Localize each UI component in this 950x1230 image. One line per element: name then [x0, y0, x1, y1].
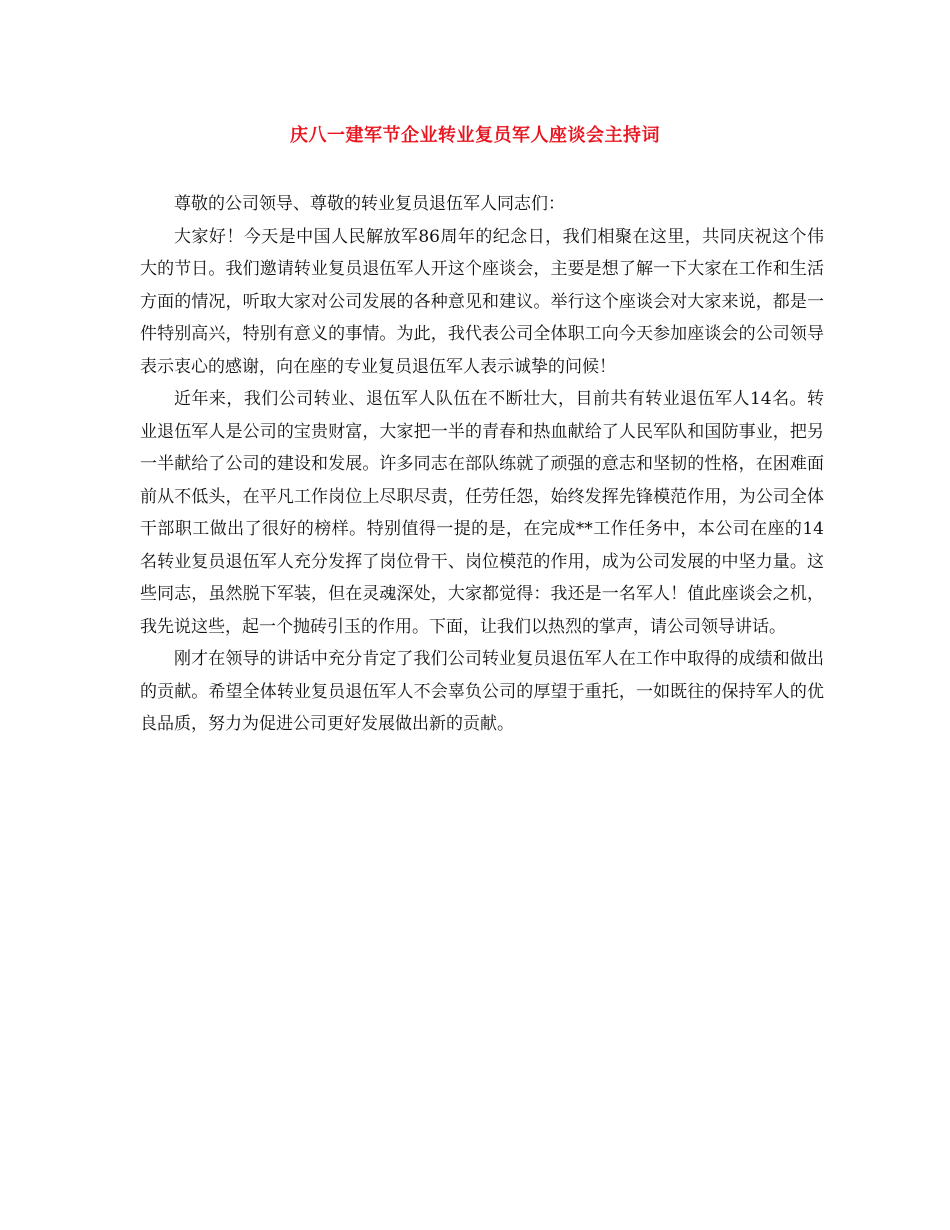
document-body: [140, 188, 824, 741]
closing-paragraph: 刚才在领导的讲话中充分肯定了我们公司转业复员退伍军人在工作中取得的成绩和做出的贡献。希望全体转业复员退伍军人不会辜负公司的厚望于重托，一如既往的保持军人的优良品质，努力为促进公司更好发展做出新的贡献。: [140, 649, 824, 734]
document-title: 庆八一建军节企业转业复员军人座谈会主持词: [290, 125, 660, 146]
salutation-paragraph: 尊敬的公司领导、尊敬的转业复员退伍军人同志们：: [174, 194, 565, 214]
main-paragraph: 近年来，我们公司转业、退伍军人队伍在不断壮大，目前共有转业退伍军人14名。转业退伍军人是公司的宝贵财富，大家把一半的青春和热血献给了人民军队和国防事业，把另一半献给了公司的建设和发展。许多同志在部队练就了顽强的意志和坚韧的性格，在困难面前从不低头，在平凡工作岗位上尽职尽责，任劳任怨，始终发挥先锋模范作用，为公司全体干部职工做出了很好的榜样。特别值得一提的是，在完成**工作任务中，本公司在座的14名转业复员退伍军人充分发挥了岗位骨干、岗位模范的作用，成为公司发展的中坚力量。这些同志，虽然脱下军装，但在灵魂深处，大家都觉得：我还是一名军人！值此座谈会之机，我先说这些，起一个抛砖引玉的作用。下面，让我们以热烈的掌声，请公司领导讲话。: [140, 389, 824, 637]
opening-paragraph: 大家好！今天是中国人民解放军86周年的纪念日，我们相聚在这里，共同庆祝这个伟大的节日。我们邀请转业复员退伍军人开这个座谈会，主要是想了解一下大家在工作和生活方面的情况，听取大家对公司发展的各种意见和建议。举行这个座谈会对大家来说，都是一件特别高兴，特别有意义的事情。为此，我代表公司全体职工向今天参加座谈会的公司领导表示衷心的感谢，向在座的专业复员退伍军人表示诚挚的问候！: [140, 226, 824, 377]
